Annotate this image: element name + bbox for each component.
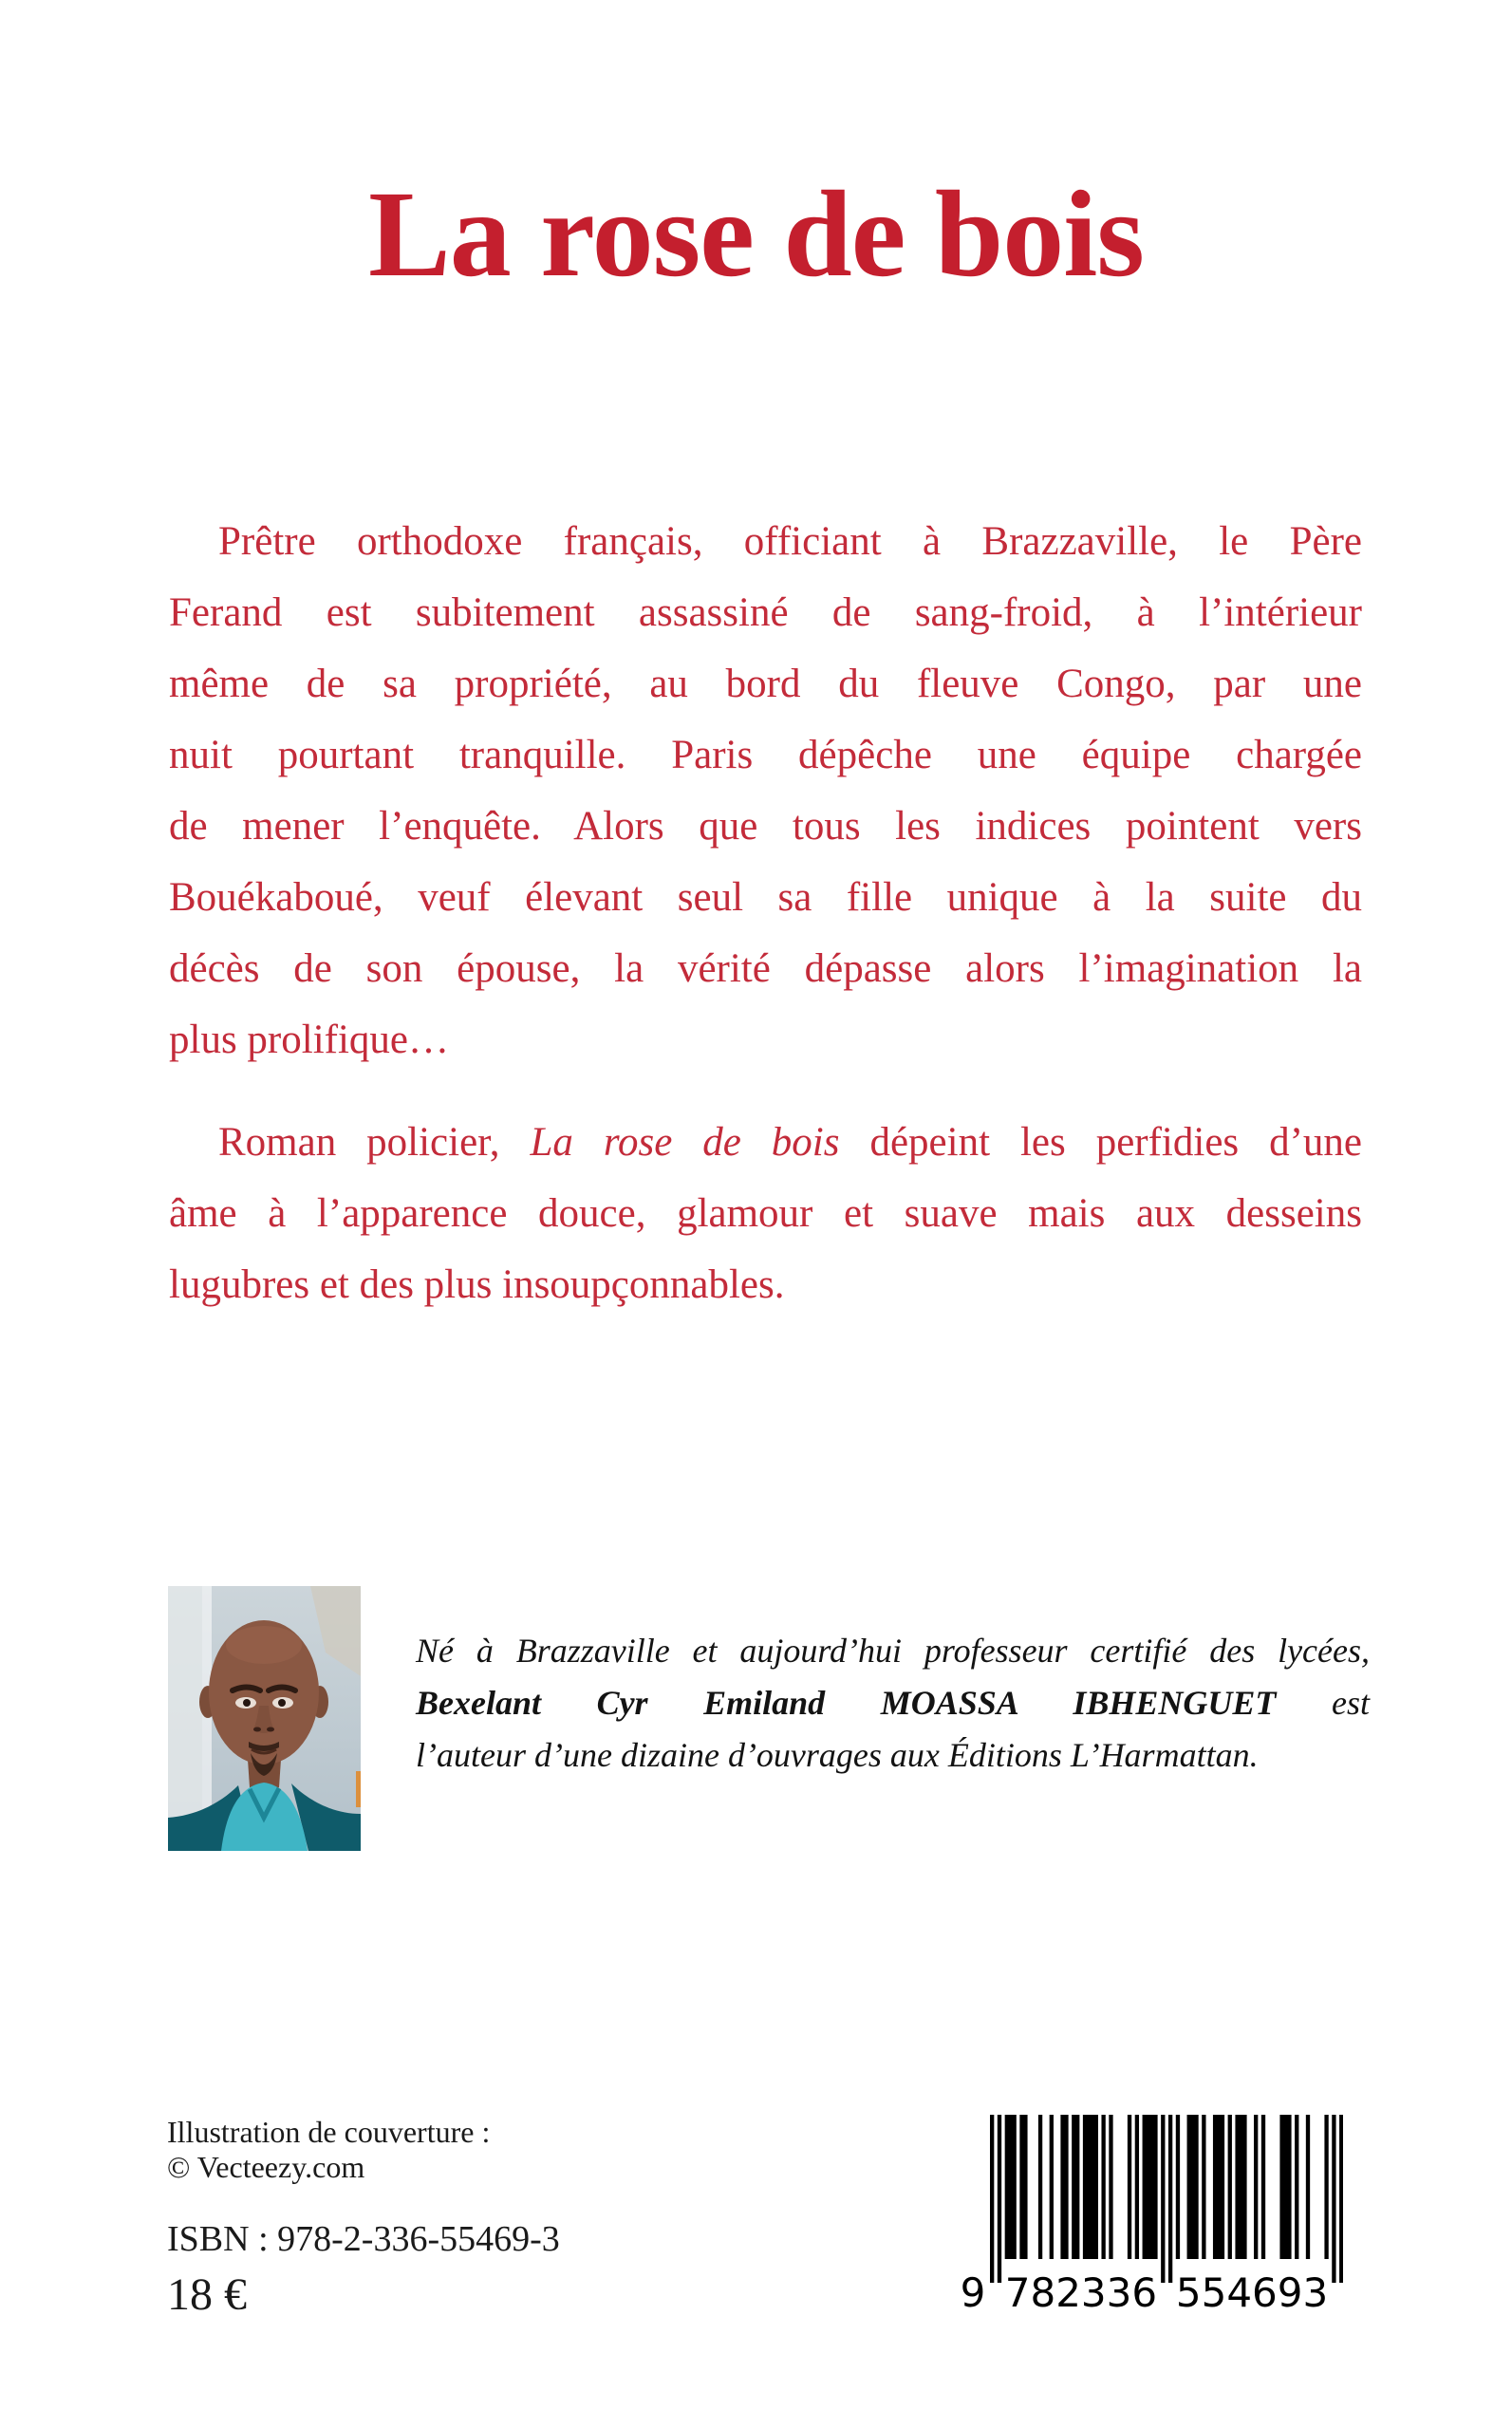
text-line: plus prolifique… (169, 1018, 449, 1062)
barcode-bar (1235, 2115, 1246, 2259)
barcode-bar (1060, 2115, 1068, 2259)
text-line: même de sa propriété, au bord du fleuve Congo, par une (169, 662, 1362, 706)
author-nostril-right (267, 1727, 274, 1732)
author-photo-image (168, 1586, 361, 1851)
cover-illustration-credit (167, 2115, 490, 2185)
barcode-digits: 554693 (1175, 2269, 1329, 2316)
barcode-bar (1295, 2115, 1298, 2259)
barcode-bar (1050, 2115, 1054, 2259)
barcode-bar (1324, 2115, 1328, 2259)
book-title: La rose de bois (368, 166, 1144, 303)
barcode-bar (1135, 2115, 1139, 2259)
barcode-bar (1161, 2115, 1165, 2283)
text-line: Bexelant Cyr Emiland MOASSA IBHENGUET est (416, 1684, 1370, 1722)
photo-window-light (168, 1586, 202, 1851)
credit-line-1: Illustration de couverture : (167, 2115, 491, 2149)
text-line: Ferand est subitement assassiné de sang-froid, à l’intérieur (169, 590, 1362, 635)
text-line: décès de son épouse, la vérité dépasse alors l’imagination la (169, 946, 1362, 991)
barcode-digits: 9 (961, 2269, 986, 2316)
barcode-bar (1083, 2115, 1098, 2259)
text-line: Roman policier, La rose de bois dépeint les perfidies d’une (218, 1120, 1362, 1165)
author-bio (416, 1625, 1370, 1782)
text-line: nuit pourtant tranquille. Paris dépêche une équipe chargée (169, 733, 1362, 777)
author-photo (168, 1586, 361, 1851)
barcode-bar (1339, 2115, 1343, 2283)
barcode-bar (1213, 2115, 1224, 2259)
barcode-svg (961, 2115, 1343, 2316)
credit-line-2: © Vecteezy.com (167, 2150, 365, 2184)
barcode-bar (1072, 2115, 1079, 2259)
barcode-bar (1038, 2115, 1042, 2259)
author-nostril-left (253, 1727, 261, 1732)
barcode-bar (1254, 2115, 1258, 2259)
synopsis (169, 506, 1362, 1320)
barcode-bar (1143, 2115, 1158, 2259)
barcode-bar (998, 2115, 1001, 2283)
text-line: lugubres et des plus insoupçonnables. (169, 1262, 785, 1307)
barcode-bar (990, 2115, 994, 2283)
text-line: âme à l’apparence douce, glamour et suave mais aux desseins (169, 1191, 1362, 1236)
text-line: de mener l’enquête. Alors que tous les indices pointent vers (169, 804, 1362, 849)
barcode (961, 2115, 1343, 2316)
synopsis-paragraph-2 (169, 1107, 1362, 1320)
text-line: Né à Brazzaville et aujourd’hui professeur certifié des lycées, (416, 1632, 1370, 1670)
barcode-bar (1332, 2115, 1335, 2283)
barcode-bar (1279, 2115, 1291, 2259)
barcode-bar (1109, 2115, 1112, 2259)
text-line: Prêtre orthodoxe français, officiant à Brazzaville, le Père (218, 519, 1362, 564)
price: 18 € (167, 2269, 247, 2320)
barcode-bar (1168, 2115, 1172, 2283)
barcode-bar (1202, 2115, 1205, 2259)
barcode-bar (1019, 2115, 1027, 2259)
text-line: l’auteur d’une dizaine d’ouvrages aux Éditions L’Harmattan. (416, 1736, 1259, 1774)
barcode-bar (1128, 2115, 1131, 2259)
photo-orange-sliver (356, 1771, 361, 1807)
text-line: Bouékaboué, veuf élevant seul sa fille unique à la suite du (169, 875, 1362, 920)
barcode-bar (1101, 2115, 1105, 2259)
barcode-bar (1005, 2115, 1017, 2259)
author-pupil-left (243, 1699, 251, 1707)
isbn: ISBN : 978-2-336-55469-3 (167, 2219, 560, 2259)
author-head-highlight (226, 1626, 302, 1664)
barcode-bar (1228, 2115, 1232, 2259)
barcode-bar (1306, 2115, 1310, 2259)
barcode-bar (1176, 2115, 1180, 2259)
author-pupil-right (278, 1699, 286, 1707)
author-eyebrow-left (233, 1688, 260, 1691)
barcode-bar (1261, 2115, 1265, 2259)
author-eyebrow-right (269, 1688, 295, 1691)
synopsis-paragraph-1 (169, 506, 1362, 1075)
barcode-digits: 782336 (1004, 2269, 1158, 2316)
barcode-bar (1187, 2115, 1199, 2259)
